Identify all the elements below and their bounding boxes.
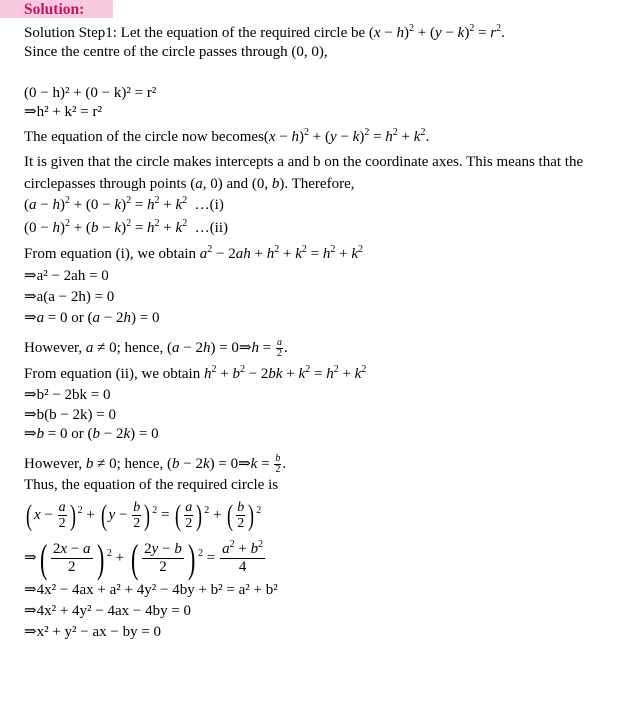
equation-i-line: $(a - h)^2 + (0 - k)^2 = h^2 + k^2$ …(i) [24, 195, 224, 213]
centre-line: Since the centre of the circle passes through (0, 0), [24, 44, 328, 60]
from-eq-ii-text: From equation (ii), we obtain [24, 366, 201, 382]
equation-line: ⇒b² − 2bk = 0 [24, 387, 111, 403]
equation-line: ⇒h² + k² = r² [24, 104, 102, 120]
however-b-line: However, b ≠ 0; hence, (b − 2k) = 0⇒k = $\frac{b}{2}$ . [24, 453, 287, 475]
from-eq-i-line: From equation (i), we obtain $a^2 - 2ah + h^2 + k^2 = h^2 + k^2$ [24, 244, 363, 262]
equation-line: ⇒x² + y² − ax − by = 0 [24, 624, 162, 640]
equation-line: ⇒4x² − 4ax + a² + 4y² − 4by + b² = a² + b² [24, 582, 278, 598]
step1-text: Solution Step1: Let the equation of the required circle be [24, 25, 366, 41]
however-a-line: However, a ≠ 0; hence, (a − 2h) = 0⇒h = $\frac{a}{2}$ . [24, 337, 288, 359]
equation-line: ⇒a² − 2ah = 0 [24, 268, 109, 284]
step1-line: Solution Step1: Let the equation of the required circle be $(x - h)^2 + (y - k)^2 = r^2$. [24, 23, 505, 41]
from-eq-ii-line: From equation (ii), we obtain $h^2 + b^2 - 2bk + k^2 = h^2 + k^2$ [24, 364, 367, 382]
equation-line: ⇒a = 0 or (a − 2h) = 0 [24, 310, 160, 326]
solution-title-banner [0, 0, 113, 18]
equation-line: ⇒4x² + 4y² − 4ax − 4by = 0 [24, 603, 192, 619]
equation-line: ⇒b(b − 2k) = 0 [24, 407, 116, 423]
equation-line: ⇒b = 0 or (b − 2k) = 0 [24, 426, 159, 442]
centre-text: Since the centre of the circle passes through [24, 44, 288, 60]
however-text: However, [24, 339, 83, 356]
equation-fraction-line: ( x − $\frac{a}{2}$ ) $^2$ + ( y − $\frac{b}{2}$ ) $^2$ = ( $\frac{a}{2}$ ) $^2$ + ( $\frac{b}{2}$ ) $^2$ [26, 498, 262, 532]
passes-line: circlepasses through points (a, 0) and (0, b). Therefore, [24, 176, 355, 192]
equation-ii-line: $(0 - h)^2 + (b - k)^2 = h^2 + k^2$ …(ii) [24, 218, 229, 236]
solution-title: Solution: [24, 1, 85, 18]
from-eq-i-text: From equation (i), we obtain [24, 246, 197, 262]
equation-now-line: The equation of the circle now becomes(x − $h)^2 + (y - k)^2 = h^2 + k^2$. [24, 127, 430, 145]
equation-line: ⇒a(a − 2h) = 0 [24, 289, 115, 305]
passes-text: circlepasses through points [24, 176, 187, 192]
equation-line: (0 − h)² + (0 − k)² = r² [24, 85, 157, 101]
equation-now-text: The equation of the circle now becomes [24, 129, 264, 145]
equation-fraction-line: ⇒( $\frac{2x - a}{2}$ ) $^2$ + ( $\frac{2y - b}{2}$ ) $^2$ = $\frac{a^2 + b^2}{4}$ [24, 535, 264, 581]
intercepts-line: It is given that the circle makes intercepts a and b on the coordinate axes. This means that the [24, 154, 584, 170]
thus-line: Thus, the equation of the required circle is [24, 477, 279, 493]
